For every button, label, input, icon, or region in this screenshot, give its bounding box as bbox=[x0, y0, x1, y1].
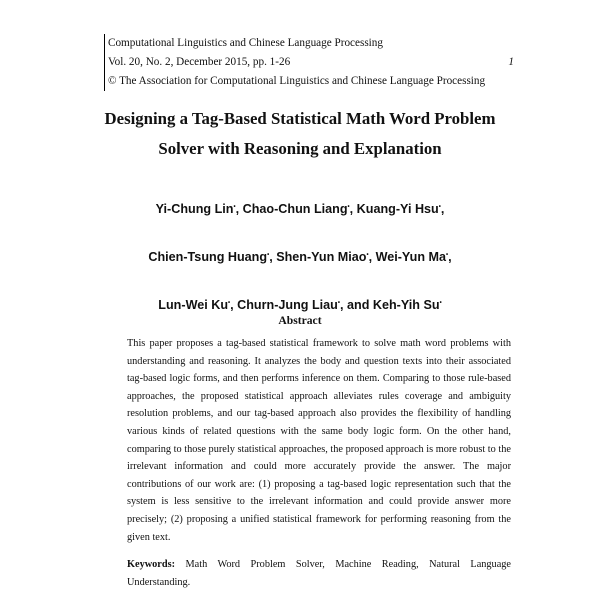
affiliation-mark: • bbox=[233, 204, 236, 210]
author-name: Keh-Yih Su bbox=[372, 298, 440, 312]
keywords bbox=[127, 556, 511, 591]
keywords-text: Math Word Problem Solver, Machine Reading, Natural Language Understanding. bbox=[127, 559, 511, 588]
title-line-1: Designing a Tag-Based Statistical Math Word Problem bbox=[104, 109, 496, 128]
author-name: Yi-Chung Lin bbox=[155, 202, 234, 216]
affiliation-mark: • bbox=[267, 252, 270, 258]
affiliation-mark: • bbox=[446, 252, 449, 258]
author-separator: , bbox=[368, 250, 376, 264]
author-separator: , bbox=[448, 250, 452, 264]
affiliation-mark: • bbox=[337, 300, 340, 306]
abstract-text: This paper proposes a tag-based statistical framework to solve math word problems with understanding and reasoning. It analyzes the body and question texts into their associated tag-based logic forms, and then performs inference on them. Comparing to those rule-based approaches, the proposed statistical approach alleviates rules coverage and ambiguity resolution problems, and our tag-based approach also provides the flexibility of handling various kinds of related questions with the same body logic form. On the other hand, comparing to those purely statistical approaches, the proposed approach is more robust to the irrelevant information and could more accurately provide the answer. The major contributions of our work are: (1) proposing a tag-based logic representation such that the system is less sensitive to the irrelevant information and could provide answer more precisely; (2) proposing a unified statistical framework for performing reasoning from the given text. bbox=[127, 338, 511, 543]
author-name: Wei-Yun Ma bbox=[375, 250, 447, 264]
author-separator: , bbox=[235, 202, 243, 216]
author-name: Chao-Chun Liang bbox=[242, 202, 348, 216]
affiliation-mark: • bbox=[366, 252, 369, 258]
abstract-heading: Abstract bbox=[278, 314, 322, 327]
journal-header bbox=[104, 34, 514, 91]
author-name: Churn-Jung Liau bbox=[237, 298, 338, 312]
author-name: Kuang-Yi Hsu bbox=[356, 202, 439, 216]
page-number: 1 bbox=[508, 56, 514, 68]
volume-info: Vol. 20, No. 2, December 2015, pp. 1-26 bbox=[108, 56, 291, 68]
author-list bbox=[60, 184, 540, 328]
author-separator: , bbox=[349, 202, 357, 216]
affiliation-mark: • bbox=[347, 204, 350, 210]
author-separator: , bbox=[440, 202, 445, 216]
affiliation-mark: • bbox=[439, 300, 442, 306]
author-name: Shen-Yun Miao bbox=[276, 250, 367, 264]
keywords-label: Keywords: bbox=[127, 559, 176, 570]
copyright-line: © The Association for Computational Linguistics and Chinese Language Processing bbox=[108, 75, 486, 87]
author-separator: , bbox=[230, 298, 238, 312]
author-separator: , and bbox=[340, 298, 373, 312]
journal-name: Computational Linguistics and Chinese Language Processing bbox=[108, 37, 383, 49]
author-separator: , bbox=[269, 250, 277, 264]
author-line bbox=[60, 232, 540, 280]
affiliation-mark: • bbox=[228, 300, 231, 306]
author-name: Chien-Tsung Huang bbox=[148, 250, 268, 264]
author-name: Lun-Wei Ku bbox=[158, 298, 229, 312]
affiliation-mark: • bbox=[438, 204, 441, 210]
paper-title bbox=[60, 104, 540, 164]
volume-line bbox=[108, 53, 514, 72]
title-line-2: Solver with Reasoning and Explanation bbox=[158, 139, 442, 158]
author-line bbox=[60, 184, 540, 232]
